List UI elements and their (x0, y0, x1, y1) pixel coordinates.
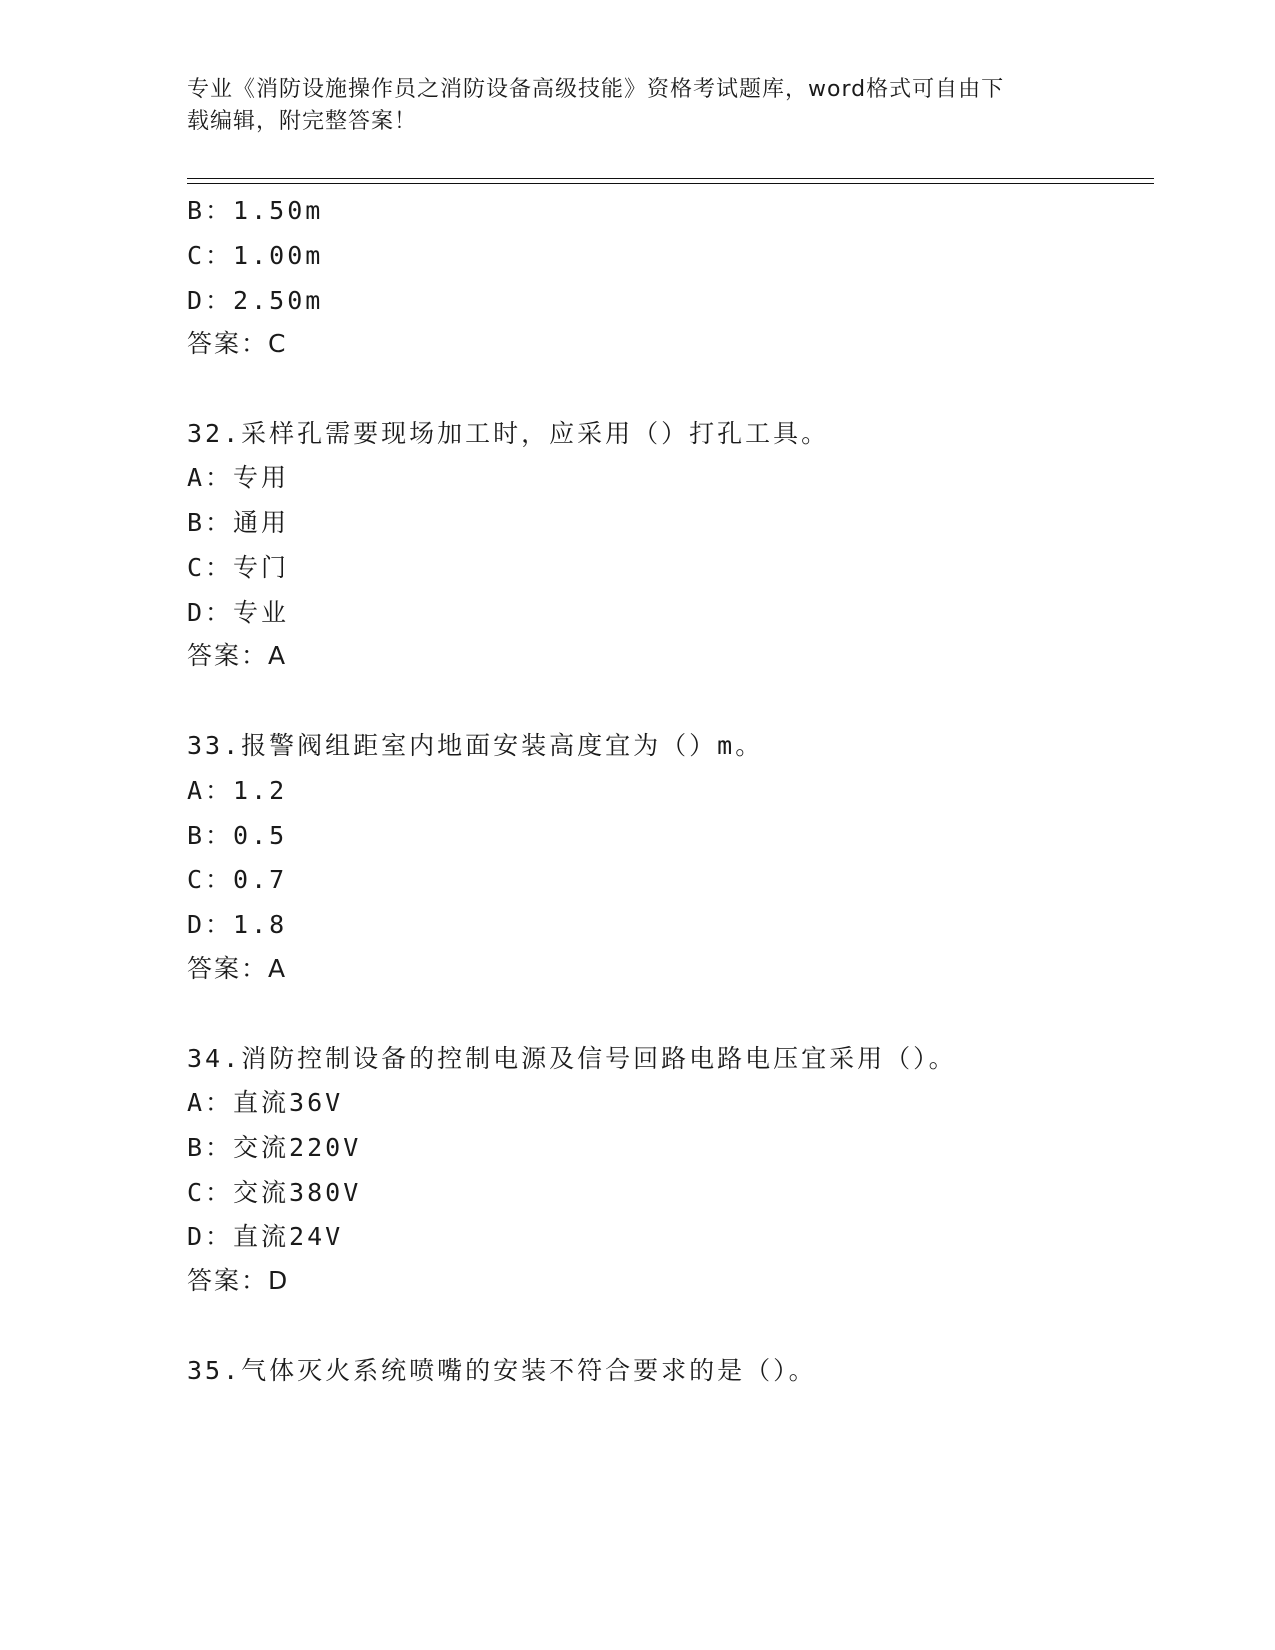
header-divider-bottom (187, 183, 1154, 184)
answer: 答案：A (187, 954, 288, 983)
answer: 答案：D (187, 1266, 290, 1295)
option-b: B：0.5 (187, 821, 288, 850)
question-32: 32.采样孔需要现场加工时，应采用（）打孔工具。 (187, 419, 830, 448)
header-divider-top (187, 178, 1154, 179)
answer: 答案：C (187, 329, 288, 358)
option-d: D：直流24V (187, 1222, 344, 1251)
question-33: 33.报警阀组距室内地面安装高度宜为（）m。 (187, 731, 764, 760)
option-d: D：2.50m (187, 286, 324, 315)
option-a: A：专用 (187, 463, 290, 492)
option-d: D：专业 (187, 598, 290, 627)
option-a: A：直流36V (187, 1088, 344, 1117)
header-line-1: 专业《消防设施操作员之消防设备高级技能》资格考试题库，word格式可自由下 (187, 77, 1005, 102)
option-c: C：专门 (187, 553, 290, 582)
option-b: B：1.50m (187, 196, 324, 225)
option-d: D：1.8 (187, 910, 288, 939)
option-c: C：交流380V (187, 1178, 362, 1207)
answer: 答案：A (187, 641, 288, 670)
question-34: 34.消防控制设备的控制电源及信号回路电路电压宜采用（）。 (187, 1044, 957, 1073)
question-35: 35.气体灭火系统喷嘴的安装不符合要求的是（）。 (187, 1356, 817, 1385)
option-c: C：1.00m (187, 241, 324, 270)
option-c: C：0.7 (187, 865, 288, 894)
option-b: B：通用 (187, 508, 290, 537)
header-line-2: 载编辑，附完整答案！ (187, 109, 418, 134)
document-header (187, 74, 1087, 138)
option-a: A：1.2 (187, 776, 288, 805)
option-b: B：交流220V (187, 1133, 362, 1162)
